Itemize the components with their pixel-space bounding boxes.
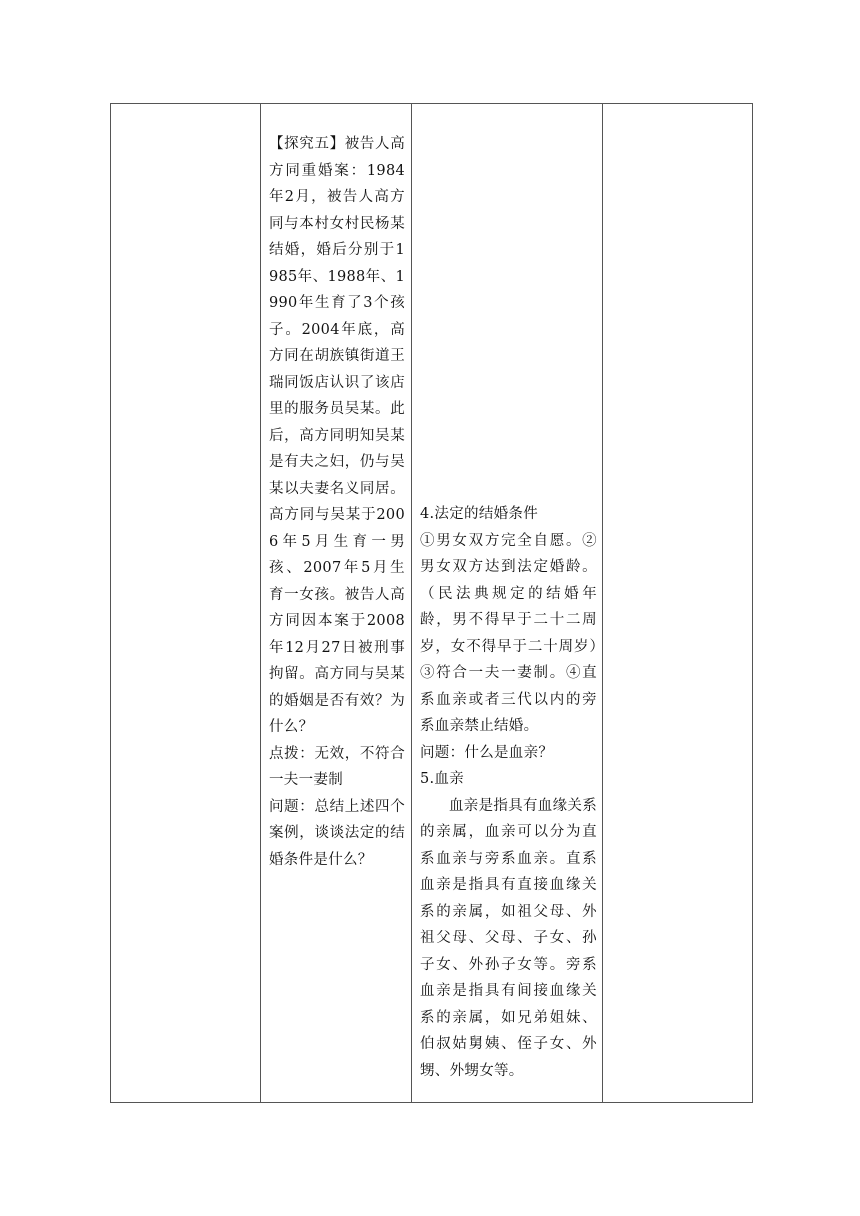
blood-relative-definition: 血亲是指具有血缘关系的亲属，血亲可以分为直系血亲与旁系血亲。直系血亲是指具有直接血缘关系的亲属，如祖父母、外祖父母、父母、子女、孙子女、外孙子女等。旁系血亲是指具有间接血缘关系的亲属，如兄弟姐妹、伯叔姑舅姨、侄子女、外甥、外甥女等。 [420,797,597,1079]
answer-text-block [412,104,602,1084]
hint-paragraph: 点拨：无效，不符合一夫一妻制 [269,745,405,788]
marriage-conditions-list: ①男女双方完全自愿。②男女双方达到法定婚龄。（民法典规定的结婚年龄，男不得早于二十二周岁，女不得早于二十周岁）③符合一夫一妻制。④直系血亲或者三代以内的旁系血亲禁止结婚。 [420,532,597,734]
table-cell-answer [412,104,603,1103]
table-cell-empty-right [603,104,753,1103]
table-row [111,104,753,1103]
lesson-table [110,103,753,1103]
table-cell-empty-left [111,104,261,1103]
case-text-block [261,104,411,873]
summary-question-paragraph: 问题：总结上述四个案例，谈谈法定的结婚条件是什么？ [269,798,405,868]
blood-relative-heading: 5.血亲 [420,771,465,787]
case-five-paragraph: 【探究五】被告人高方同重婚案：1984年2月，被告人高方同与本村女村民杨某结婚，婚后分别于1985年、1988年、1990年生育了3个孩子。2004年底，高方同在胡族镇街道王瑞同饭店认识了该店里的服务员吴某。此后，高方同明知吴某是有夫之妇，仍与吴某以夫妻名义同居。高方同与吴某于2006年5月生育一男孩、2007年5月生育一女孩。被告人高方同因本案于2008年12月27日被刑事拘留。高方同与吴某的婚姻是否有效？为什么？ [269,136,405,735]
blood-relative-question: 问题：什么是血亲？ [420,744,554,761]
table-cell-case [261,104,412,1103]
marriage-conditions-heading: 4.法定的结婚条件 [420,506,539,522]
